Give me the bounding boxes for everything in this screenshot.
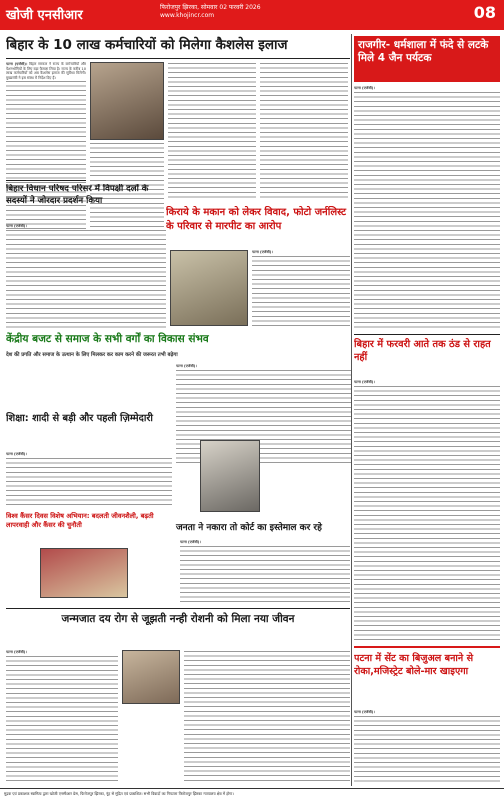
rent-photo bbox=[170, 250, 248, 326]
right-top-headline-box bbox=[354, 36, 500, 82]
right-bottom-rule bbox=[354, 646, 500, 648]
public-vote-body bbox=[180, 540, 350, 604]
right-bottom-body bbox=[354, 710, 500, 784]
education-dateline: पटना (एजेंसी)। bbox=[6, 452, 27, 456]
right-mid-headline: बिहार में फरवरी आते तक ठंड से राहत नहीं bbox=[354, 339, 491, 363]
protest-rule bbox=[6, 180, 86, 181]
right-top-body bbox=[354, 86, 500, 332]
newspaper-logo: खोजी एनसीआर bbox=[6, 8, 83, 23]
life-headline: जन्मजात दय रोग से जूझती नन्ही रोशनी को मिला नया जीवन bbox=[61, 613, 295, 625]
right-mid-dateline: पटना (एजेंसी)। bbox=[354, 380, 375, 384]
right-mid-rule bbox=[354, 334, 500, 335]
rent-headline: किराये के मकान को लेकर विवाद, फोटो जर्नलिस्ट के परिवार से मारपीट का आरोप bbox=[166, 207, 347, 232]
edition-website: www.khojincr.com bbox=[160, 12, 215, 19]
column-separator bbox=[351, 34, 352, 786]
life-dateline: पटना (एजेंसी)। bbox=[6, 650, 27, 654]
footer-imprint: मुद्रक एवं प्रकाशक स्वामित्व द्वारा खोजी एनसीआर प्रेस, फिरोजपुर झिरका, नूंह से मुद्रित एवं प्रकाशित। सभी विवादों का निपटारा फिरोजपुर झिरका न्यायालय क्षेत्र में होगा। bbox=[0, 788, 504, 800]
edition-line bbox=[160, 4, 261, 20]
life-photo bbox=[122, 650, 180, 704]
protest-dateline: पटना (एजेंसी)। bbox=[6, 224, 27, 228]
lead-headline: बिहार के 10 लाख कर्मचारियों को मिलेगा कैशलेस इलाज bbox=[6, 37, 288, 53]
public-vote-dateline: पटना (एजेंसी)। bbox=[180, 540, 201, 544]
lead-body-col3 bbox=[168, 62, 256, 202]
lead-dateline: पटना (एजेंसी)। bbox=[6, 62, 28, 66]
cancer-photo bbox=[40, 548, 128, 598]
lead-body: बिहार सरकार ने राज्य के कर्मचारियों और पेंशनभोगियों के लिए बड़ा फैसला लिया है। राज्य के करीब 10 लाख कर्मचारियों को अब कैशलेस इलाज की सुविधा मिलेगी। मुख्यमंत्री ने इस संबंध में निर्देश दिए हैं। bbox=[6, 62, 86, 80]
protest-body bbox=[6, 224, 166, 328]
right-bottom-headline: पटना में सेंट का बिजुअल बनाने से रोका,मजिस्ट्रेट बोले-मार खाइएगा bbox=[354, 653, 474, 677]
protest-headline: बिहार विधान परिषद परिसर में विपक्षी दलों के सदस्यों ने जोरदार प्रदर्शन किया bbox=[6, 184, 149, 206]
budget-headline: केंद्रीय बजट से समाज के सभी वर्गों का विकास संभव bbox=[6, 333, 209, 345]
public-vote-headline: जनता ने नकारा तो कोर्ट का इस्तेमाल कर रहे bbox=[176, 523, 322, 533]
right-top-dateline: पटना (एजेंसी)। bbox=[354, 86, 375, 90]
page-number: 08 bbox=[473, 3, 496, 22]
doctor-photo bbox=[200, 440, 260, 512]
budget-dateline: पटना (एजेंसी)। bbox=[176, 364, 197, 368]
masthead bbox=[0, 0, 504, 30]
rent-body bbox=[252, 250, 350, 328]
rent-dateline: पटना (एजेंसी)। bbox=[252, 250, 273, 254]
lead-body-col4 bbox=[260, 62, 348, 202]
education-headline: शिक्षा: शादी से बड़ी और पहली ज़िम्मेदारी bbox=[6, 413, 153, 424]
life-rule bbox=[6, 608, 350, 609]
education-body bbox=[6, 452, 172, 508]
lead-rule bbox=[6, 58, 350, 59]
life-body-col2 bbox=[184, 650, 350, 784]
right-top-headline: राजगीर- धर्मशाला में फंदे से लटके मिले 4 जैन पर्यटक bbox=[358, 39, 489, 64]
budget-subheadline: देश की प्रगति और समाज के उत्थान के लिए मिलकर कर काम करने की जरूरत तभी बढ़ेगा bbox=[6, 352, 178, 358]
life-body-col1 bbox=[6, 650, 118, 784]
minister-photo bbox=[90, 62, 164, 140]
edition-date: फिरोजपुर झिरका, सोमवार 02 फरवरी 2026 bbox=[160, 4, 261, 11]
right-bottom-dateline: पटना (एजेंसी)। bbox=[354, 710, 375, 714]
cancer-headline: विश्व कैंसर दिवस विशेष अभियान: बदलती जीवनशैली, बढ़ती लापरवाही और कैंसर की चुनौती bbox=[6, 512, 154, 529]
right-mid-body bbox=[354, 380, 500, 642]
